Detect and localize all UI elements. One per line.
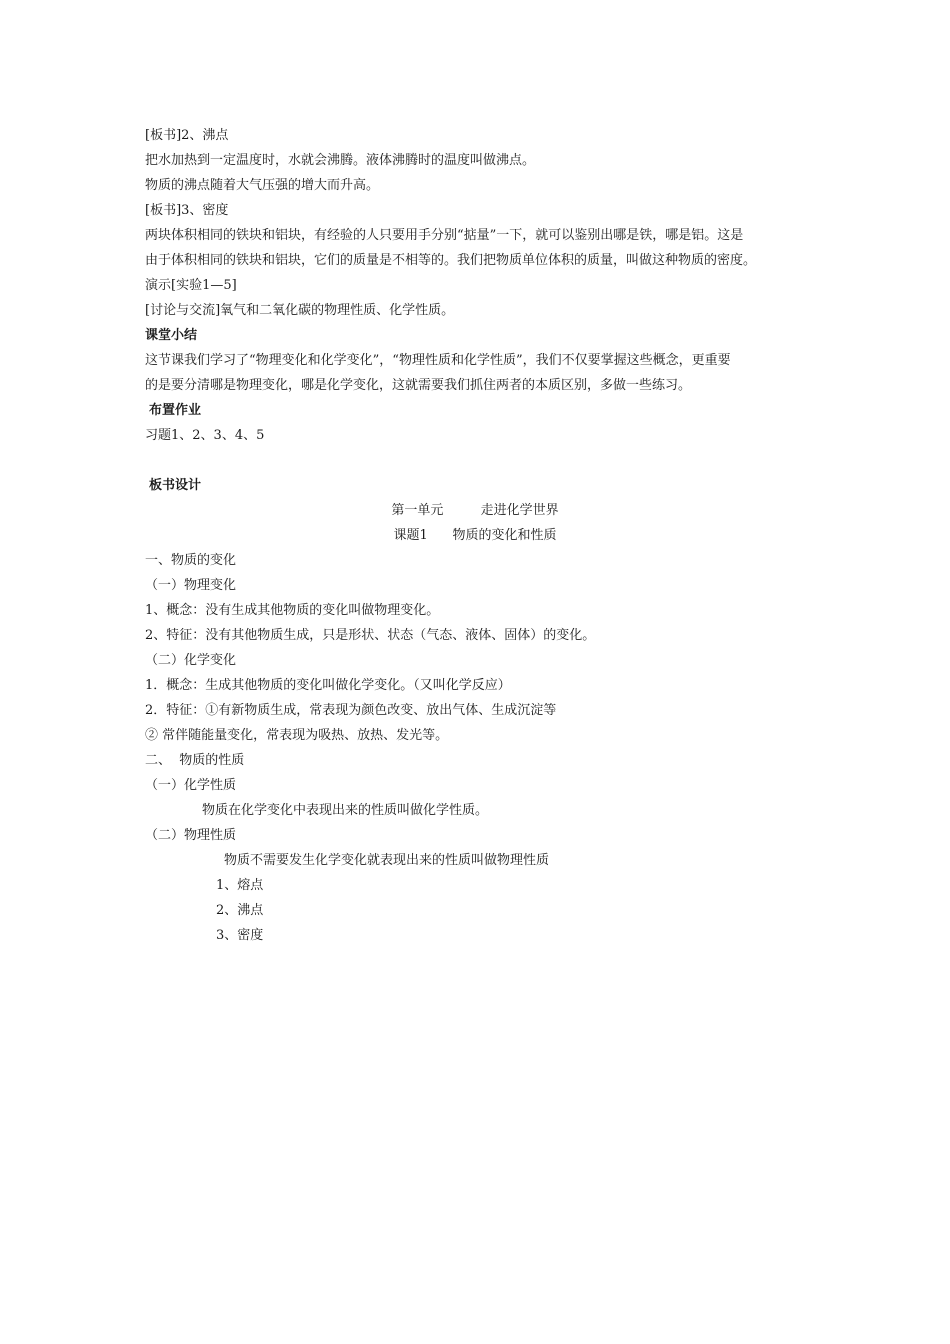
demo-experiment: 演示[实验1—5] [145,278,237,293]
property-item-density: 3、密度 [216,928,264,943]
summary-line2: 的是要分清哪是物理变化，哪是化学变化，这就需要我们抓住两者的本质区别，多做一些练习。 [145,378,692,393]
density-paragraph-line1: 两块体积相同的铁块和铝块，有经验的人只要用手分别“掂量”一下，就可以鉴别出哪是铁，哪是铝。这是 [145,228,744,243]
boiling-pressure-note: 物质的沸点随着大气压强的增大而升高。 [145,178,380,193]
summary-line1: 这节课我们学习了“物理变化和化学变化”，“物理性质和化学性质”，我们不仅要掌握这些概念，更重要 [145,353,731,368]
chemical-property-heading: （一）化学性质 [145,778,237,793]
board-design-heading: 板书设计 [149,478,202,493]
blackboard-density: [板书]3、密度 [145,203,229,218]
unit-title: 第一单元 走进化学世界 [391,503,559,518]
physical-property-heading: （二）物理性质 [145,828,237,843]
summary-heading: 课堂小结 [145,328,198,343]
lesson-title: 课题1 物质的变化和性质 [393,528,557,543]
section-2-heading: 二、 物质的性质 [145,753,245,768]
property-item-boiling-point: 2、沸点 [216,903,264,918]
chemical-change-feature: 2．特征：①有新物质生成，常表现为颜色改变、放出气体、生成沉淀等 [145,703,557,718]
homework-exercises: 习题1、2、3、4、5 [145,428,265,443]
physical-change-feature: 2、特征：没有其他物质生成，只是形状、状态（气态、液体、固体）的变化。 [145,628,596,643]
chemical-change-heading: （二）化学变化 [145,653,237,668]
boiling-definition: 把水加热到一定温度时，水就会沸腾。液体沸腾时的温度叫做沸点。 [145,153,536,168]
chemical-change-concept: 1．概念：生成其他物质的变化叫做化学变化。（又叫化学反应） [145,678,511,693]
blackboard-boiling-point: [板书]2、沸点 [145,128,229,143]
physical-property-definition: 物质不需要发生化学变化就表现出来的性质叫做物理性质 [224,853,550,868]
section-1-heading: 一、物质的变化 [145,553,237,568]
chemical-property-definition: 物质在化学变化中表现出来的性质叫做化学性质。 [202,803,489,818]
homework-heading: 布置作业 [149,403,202,418]
chemical-change-energy: ② 常伴随能量变化，常表现为吸热、放热、发光等。 [145,728,449,743]
discussion-line: [讨论与交流]氧气和二氧化碳的物理性质、化学性质。 [145,303,455,318]
physical-change-concept: 1、概念：没有生成其他物质的变化叫做物理变化。 [145,603,440,618]
property-item-melting-point: 1、熔点 [216,878,264,893]
physical-change-heading: （一）物理变化 [145,578,237,593]
density-paragraph-line2: 由于体积相同的铁块和铝块，它们的质量是不相等的。我们把物质单位体积的质量，叫做这种物质的密度。 [145,253,757,268]
